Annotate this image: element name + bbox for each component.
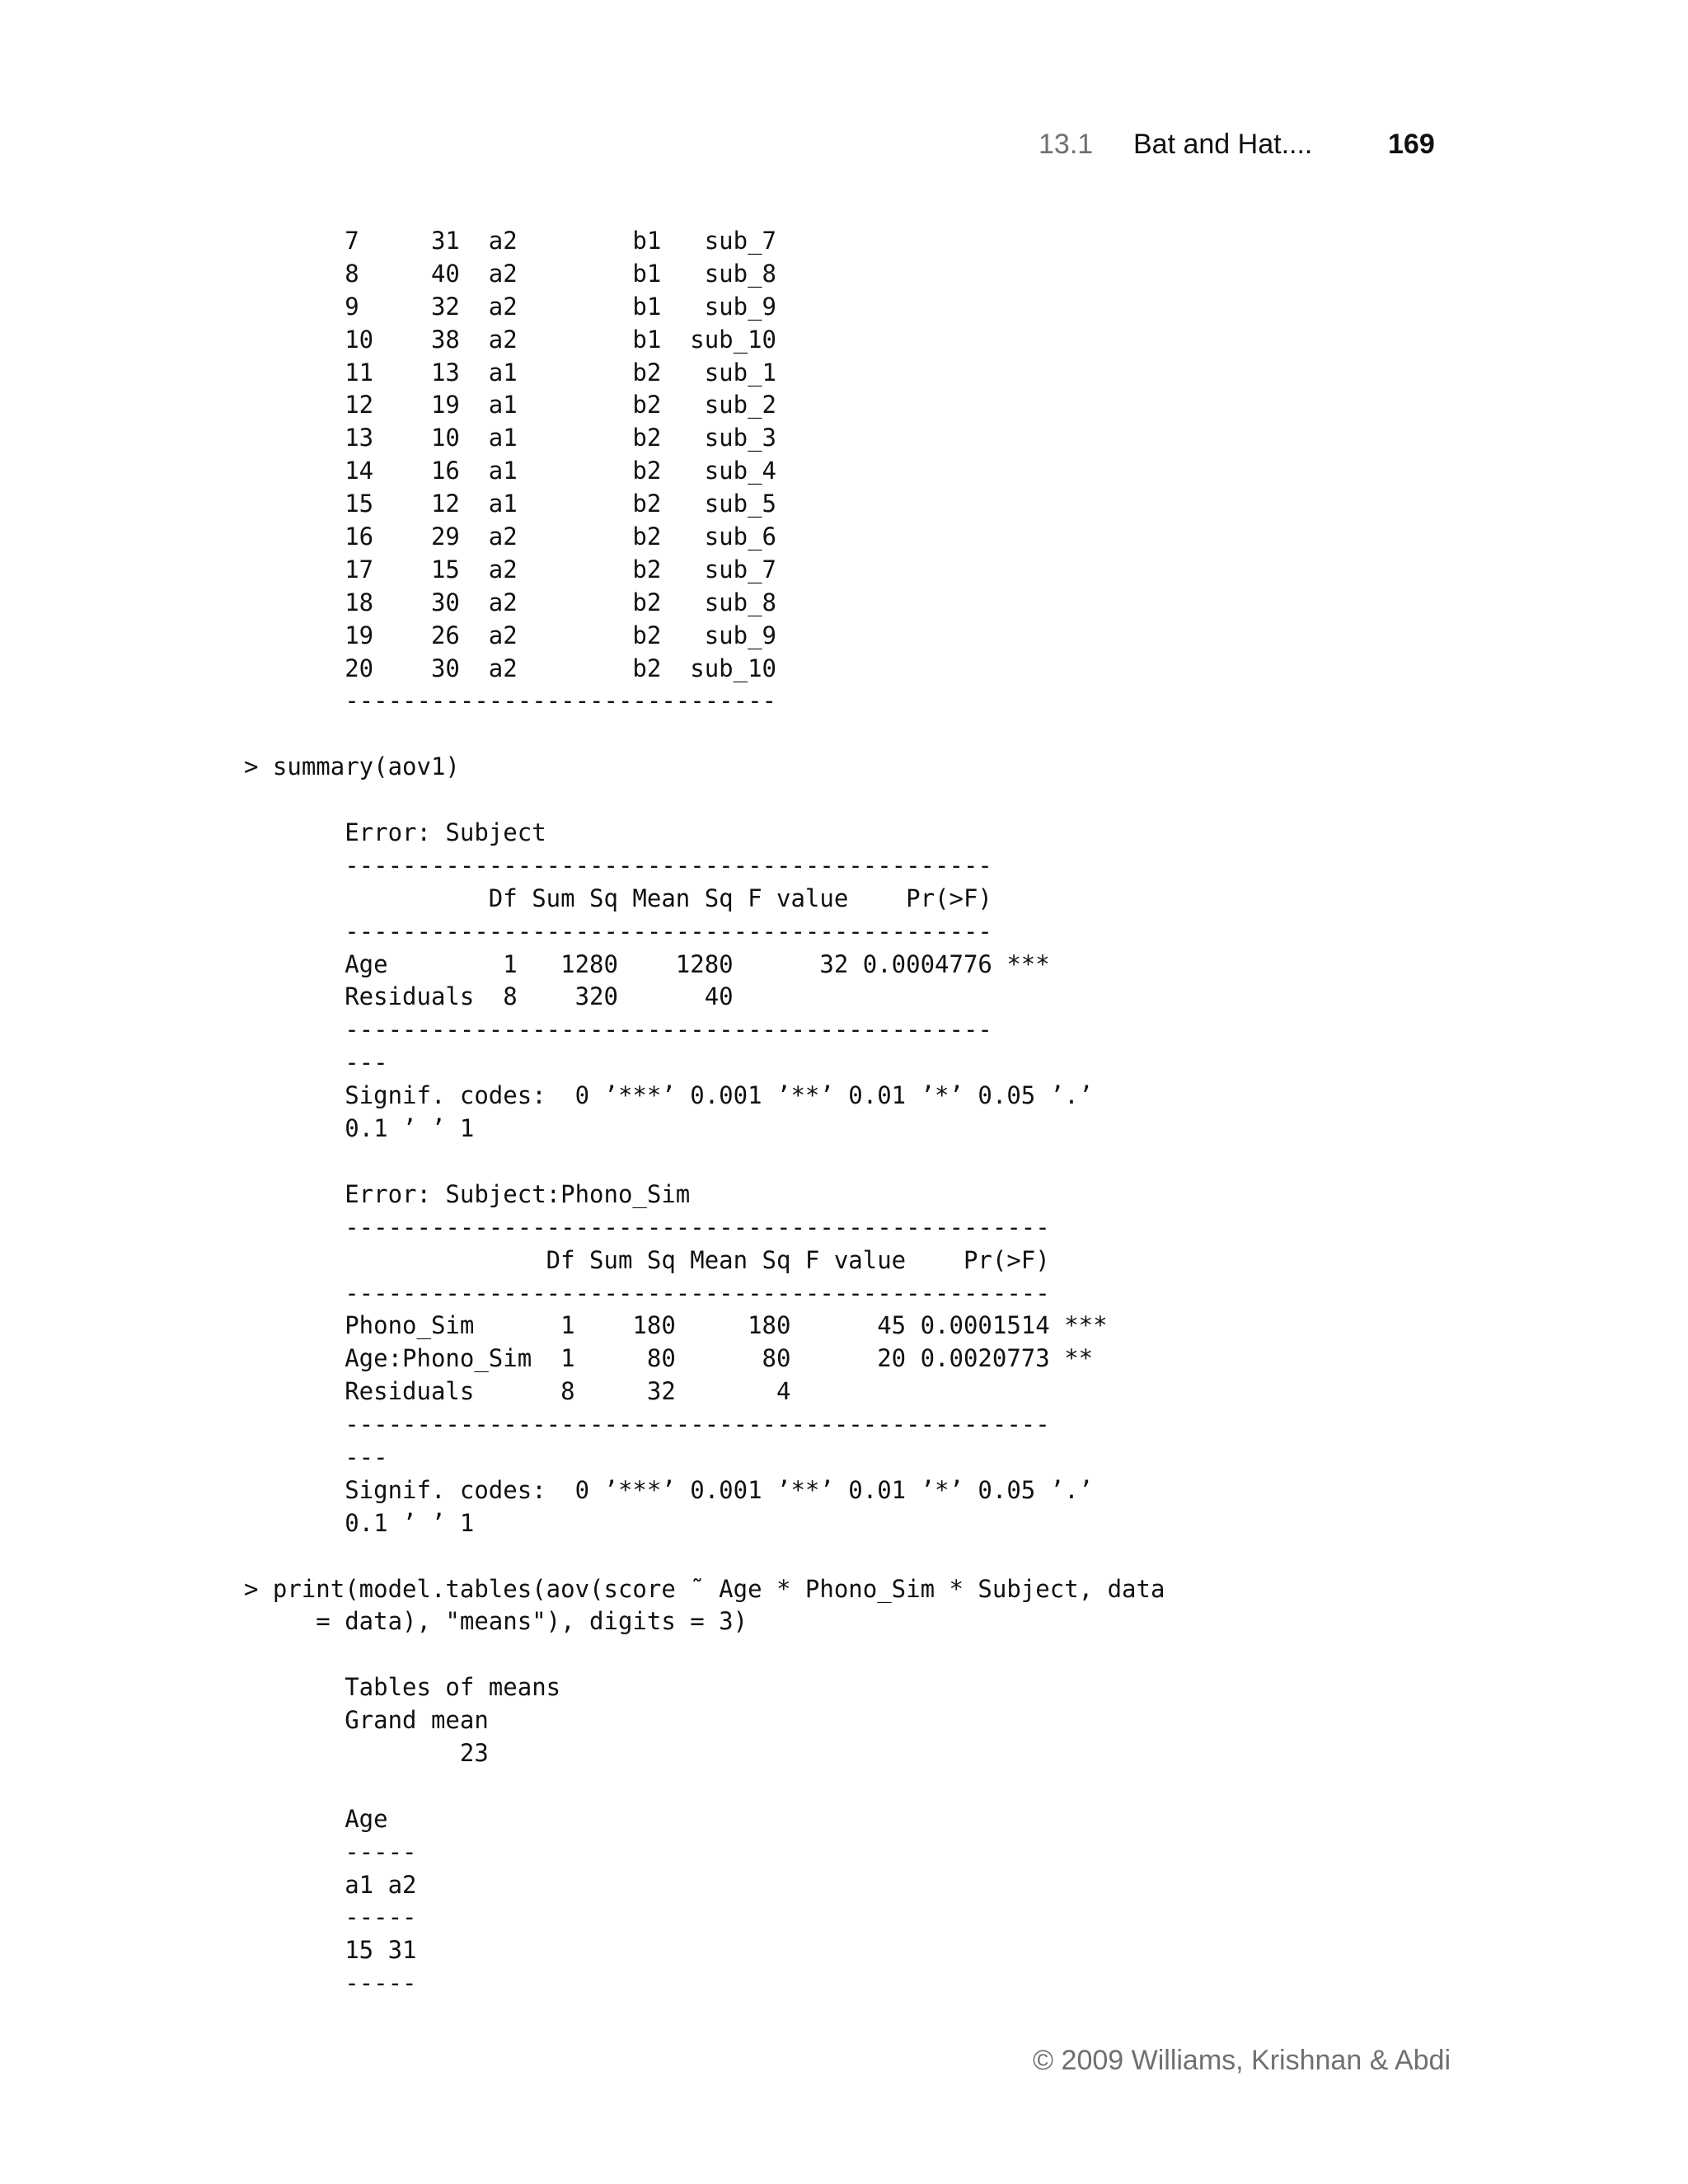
code-line: 16 29 a2 b2 sub_6 bbox=[244, 523, 777, 551]
code-line: 15 12 a1 b2 sub_5 bbox=[244, 490, 777, 518]
code-line: ----- bbox=[244, 1903, 417, 1932]
code-line: Signif. codes: 0 ’***’ 0.001 ’**’ 0.01 ’*’ 0.05 ’.’ bbox=[244, 1081, 1094, 1110]
r-code-listing bbox=[244, 225, 1165, 2000]
code-line: 19 26 a2 b2 sub_9 bbox=[244, 621, 777, 649]
code-line: Grand mean bbox=[244, 1706, 489, 1735]
code-line: 8 40 a2 b1 sub_8 bbox=[244, 259, 777, 288]
running-header bbox=[1022, 124, 1451, 165]
code-line: --------------------------------------------- bbox=[244, 916, 992, 945]
code-line: Age:Phono_Sim 1 80 80 20 0.0020773 ** bbox=[244, 1344, 1094, 1373]
code-line: --------------------------------------------- bbox=[244, 1015, 992, 1044]
code-line: 15 31 bbox=[244, 1936, 417, 1965]
code-line: ------------------------------ bbox=[244, 687, 777, 715]
code-line: Df Sum Sq Mean Sq F value Pr(>F) bbox=[244, 883, 992, 912]
code-line: 11 13 a1 b2 sub_1 bbox=[244, 358, 777, 387]
code-line bbox=[244, 1146, 1165, 1179]
code-line: Error: Subject:Phono_Sim bbox=[244, 1179, 691, 1208]
code-line bbox=[244, 1540, 1165, 1573]
code-line bbox=[244, 784, 1165, 817]
code-line: ------------------------------------------------- bbox=[244, 1410, 1050, 1439]
code-line: --- bbox=[244, 1442, 388, 1471]
section-title: Bat and Hat.... bbox=[1133, 129, 1313, 160]
code-line bbox=[244, 718, 1165, 751]
code-line: 17 15 a2 b2 sub_7 bbox=[244, 555, 777, 583]
code-line: 0.1 ’ ’ 1 bbox=[244, 1114, 475, 1143]
code-line: Df Sum Sq Mean Sq F value Pr(>F) bbox=[244, 1245, 1050, 1274]
code-line: ------------------------------------------------- bbox=[244, 1212, 1050, 1241]
code-line: Age bbox=[244, 1804, 388, 1833]
code-line: > print(model.tables(aov(score ˜ Age * Phono_Sim * Subject, data bbox=[244, 1574, 1165, 1603]
code-line: Signif. codes: 0 ’***’ 0.001 ’**’ 0.01 ’*’ 0.05 ’.’ bbox=[244, 1475, 1094, 1504]
code-line: Residuals 8 32 4 bbox=[244, 1377, 791, 1406]
code-line: 13 10 a1 b2 sub_3 bbox=[244, 424, 777, 452]
code-line: --- bbox=[244, 1048, 388, 1077]
code-line: 23 bbox=[244, 1738, 489, 1767]
code-line: 0.1 ’ ’ 1 bbox=[244, 1508, 475, 1537]
code-line: ------------------------------------------------- bbox=[244, 1278, 1050, 1307]
code-line bbox=[244, 1770, 1165, 1803]
code-line: --------------------------------------------- bbox=[244, 851, 992, 879]
code-line: Tables of means bbox=[244, 1673, 561, 1702]
code-line: 20 30 a2 b2 sub_10 bbox=[244, 654, 777, 682]
code-line: Age 1 1280 1280 32 0.0004776 *** bbox=[244, 949, 1050, 978]
copyright-footer: © 2009 Williams, Krishnan & Abdi bbox=[1033, 2045, 1451, 2076]
code-line: 9 32 a2 b1 sub_9 bbox=[244, 292, 777, 321]
code-line: ----- bbox=[244, 1837, 417, 1866]
code-line: Residuals 8 320 40 bbox=[244, 982, 734, 1011]
code-line: 7 31 a2 b1 sub_7 bbox=[244, 227, 777, 255]
section-number: 13.1 bbox=[1039, 129, 1094, 160]
code-line: a1 a2 bbox=[244, 1870, 417, 1899]
code-line bbox=[244, 1638, 1165, 1671]
code-line: ----- bbox=[244, 1969, 417, 1998]
page-number: 169 bbox=[1388, 129, 1435, 160]
code-line: 18 30 a2 b2 sub_8 bbox=[244, 588, 777, 616]
code-line: Phono_Sim 1 180 180 45 0.0001514 *** bbox=[244, 1311, 1108, 1340]
code-line: 10 38 a2 b1 sub_10 bbox=[244, 325, 777, 354]
code-line: = data), "means"), digits = 3) bbox=[244, 1607, 748, 1636]
code-line: > summary(aov1) bbox=[244, 752, 460, 781]
code-line: Error: Subject bbox=[244, 818, 546, 847]
code-line: 14 16 a1 b2 sub_4 bbox=[244, 457, 777, 485]
code-line: 12 19 a1 b2 sub_2 bbox=[244, 391, 777, 419]
